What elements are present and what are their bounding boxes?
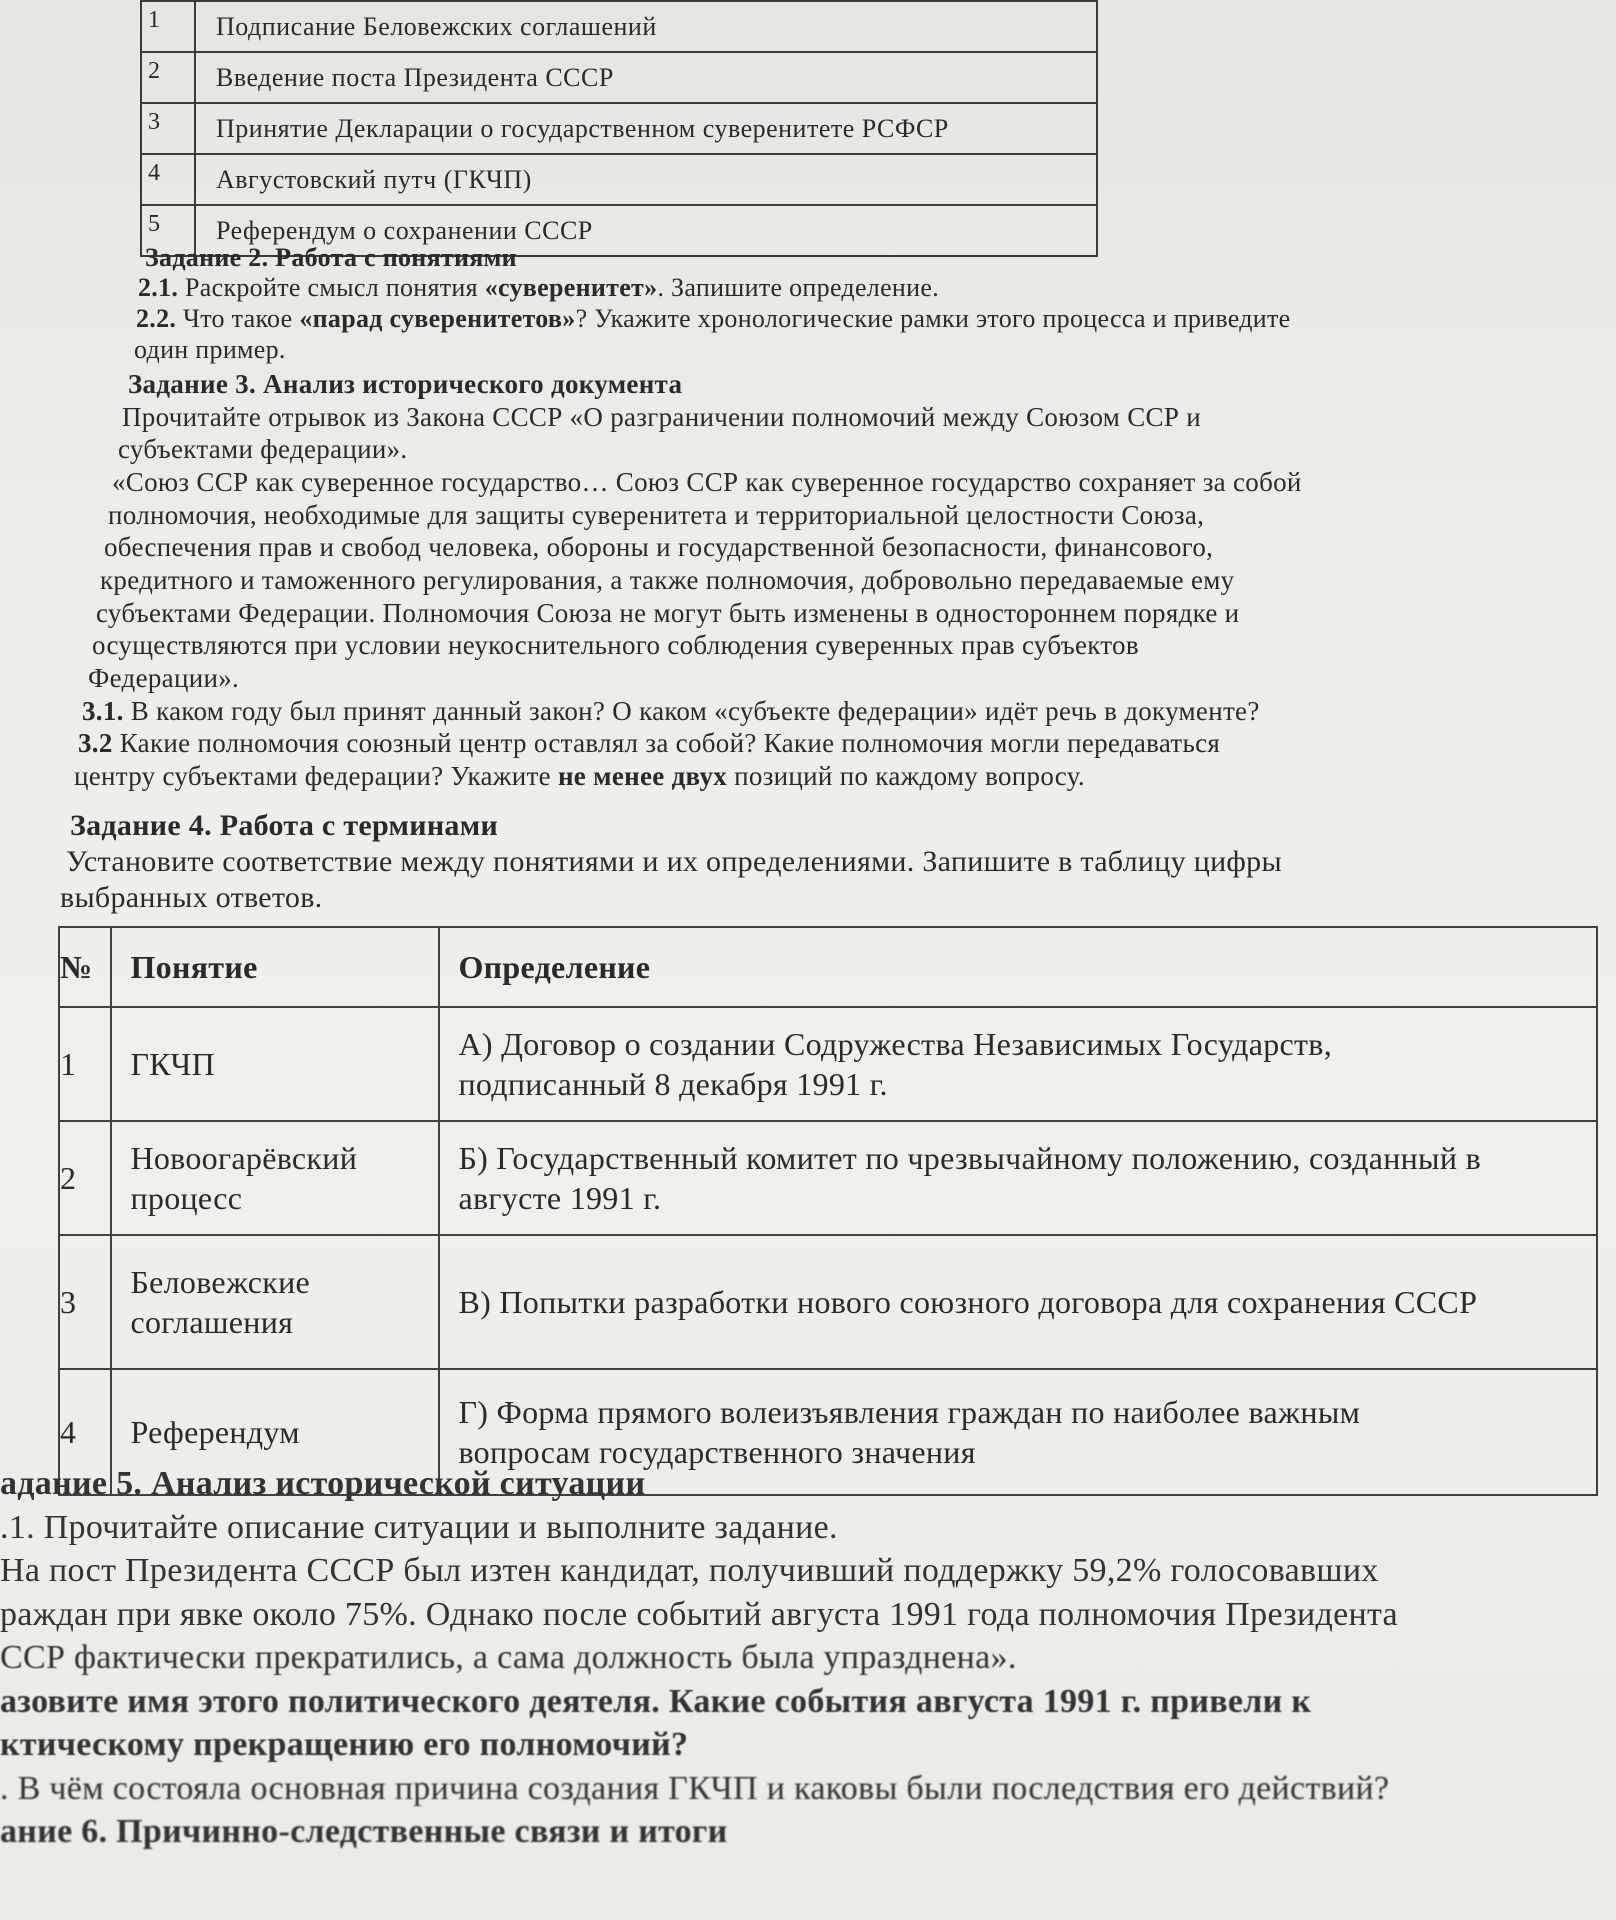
document-quote: субъектами Федерации. Полномочия Союза не могут быть изменены в одностороннем порядке и bbox=[96, 597, 1240, 628]
definition-line: подписанный 8 декабря 1991 г. bbox=[458, 1066, 888, 1102]
question-number: 3.1. bbox=[82, 695, 124, 726]
row-event: Референдум о сохранении СССР bbox=[195, 205, 1097, 256]
task5-section bbox=[0, 1462, 1398, 1854]
term-line: процесс bbox=[130, 1180, 243, 1216]
definition-line: А) Договор о создании Содружества Независимых Государств, bbox=[458, 1026, 1333, 1062]
question-number: 2.1. bbox=[138, 273, 179, 302]
document-quote: полномочия, необходимые для защиты суверенитета и территориальной целостности Союза, bbox=[108, 499, 1205, 530]
task5-question-bold: азовите имя этого политического деятеля. Какие события августа 1991 г. привели к bbox=[0, 1682, 1312, 1720]
header-definition: Определение bbox=[439, 927, 1597, 1007]
row-definition bbox=[439, 1121, 1597, 1235]
row-definition bbox=[439, 1235, 1597, 1369]
header-number: № bbox=[59, 927, 111, 1007]
question-text: В каком году был принят данный закон? О каком «субъекте федерации» идёт речь в документе? bbox=[123, 695, 1260, 726]
table-header-row bbox=[59, 927, 1597, 1007]
task3-question-2-cont bbox=[74, 760, 1302, 793]
row-event: Подписание Беловежских соглашений bbox=[195, 1, 1097, 52]
question-text: позиций по каждому вопросу. bbox=[727, 760, 1085, 791]
document-quote: «Союз ССР как суверенное государство… Союз ССР как суверенное государство сохраняет за собой bbox=[112, 466, 1302, 497]
row-number: 4 bbox=[59, 1369, 111, 1495]
table-row bbox=[141, 52, 1097, 103]
task2-question-1 bbox=[138, 272, 1291, 303]
table-row bbox=[141, 154, 1097, 205]
header-term: Понятие bbox=[111, 927, 439, 1007]
situation-text: ССР фактически прекратились, а сама должность была упразднена». bbox=[0, 1639, 1017, 1677]
definition-line: Г) Форма прямого волеизъявления граждан по наиболее важным bbox=[458, 1394, 1361, 1430]
task2-questions bbox=[134, 272, 1291, 366]
task4-title: Задание 4. Работа с терминами bbox=[70, 809, 499, 842]
task3-intro: Прочитайте отрывок из Закона СССР «О разграничении полномочий между Союзом ССР и bbox=[122, 401, 1201, 432]
task4-section bbox=[60, 808, 1282, 916]
task2-title: Задание 2. Работа с понятиями bbox=[145, 243, 517, 272]
situation-text: раждан при явке около 75%. Однако после событий августа 1991 года полномочия Президента bbox=[0, 1595, 1398, 1633]
question-number: 2.2. bbox=[136, 304, 177, 334]
row-number: 1 bbox=[59, 1007, 111, 1121]
term-sovereignty: «суверенитет» bbox=[484, 273, 658, 302]
table-row bbox=[59, 1007, 1597, 1121]
task4-instruction: выбранных ответов. bbox=[60, 881, 323, 914]
task3-intro: субъектами федерации». bbox=[118, 434, 408, 465]
term-line: соглашения bbox=[130, 1304, 294, 1340]
task2-question-2 bbox=[136, 303, 1291, 334]
term-line: Беловежские bbox=[130, 1264, 311, 1300]
document-quote: Федерации». bbox=[88, 662, 240, 693]
task3-question-2 bbox=[78, 727, 1302, 760]
row-number: 5 bbox=[141, 205, 195, 256]
row-term: Референдум bbox=[111, 1369, 439, 1495]
task5-title: адание 5. Анализ исторической ситуации bbox=[0, 1465, 646, 1502]
matching-table bbox=[58, 926, 1598, 1496]
task2-question-2-cont: один пример. bbox=[134, 335, 286, 365]
document-quote: кредитного и таможенного регулирования, а также полномочия, добровольно передаваемые ему bbox=[100, 564, 1235, 595]
question-text: . Запишите определение. bbox=[657, 273, 939, 302]
row-number: 2 bbox=[141, 52, 195, 103]
row-number: 1 bbox=[141, 1, 195, 52]
table-row bbox=[59, 1235, 1597, 1369]
chronology-table bbox=[140, 0, 1098, 257]
row-event: Введение поста Президента СССР bbox=[195, 52, 1097, 103]
definition-line: вопросам государственного значения bbox=[458, 1434, 976, 1470]
question-text: Какие полномочия союзный центр оставлял за собой? Какие полномочия могли передаваться bbox=[112, 728, 1221, 759]
task5-question-bold: ктическому прекращению его полномочий? bbox=[0, 1726, 689, 1764]
question-number: 3.2 bbox=[78, 728, 113, 759]
task3-question-1 bbox=[82, 695, 1302, 728]
row-term bbox=[111, 1235, 439, 1369]
row-term bbox=[111, 1121, 439, 1235]
definition-line: августе 1991 г. bbox=[458, 1180, 662, 1216]
question-text: Что такое bbox=[176, 304, 300, 334]
row-number: 4 bbox=[141, 154, 195, 205]
task3-title: Задание 3. Анализ исторического документа bbox=[128, 369, 683, 399]
row-term: ГКЧП bbox=[111, 1007, 439, 1121]
row-number: 2 bbox=[59, 1121, 111, 1235]
table-row bbox=[141, 103, 1097, 154]
task4-instruction: Установите соответствие между понятиями и их определениями. Запишите в таблицу цифры bbox=[66, 845, 1282, 878]
definition-line: Б) Государственный комитет по чрезвычайному положению, созданный в bbox=[458, 1140, 1481, 1176]
definition-line: В) Попытки разработки нового союзного договора для сохранения СССР bbox=[458, 1284, 1478, 1320]
row-event: Принятие Декларации о государственном суверенитете РСФСР bbox=[195, 103, 1097, 154]
term-parade: «парад суверенитетов» bbox=[299, 304, 576, 334]
table-row bbox=[59, 1121, 1597, 1235]
document-quote: обеспечения прав и свобод человека, обороны и государственной безопасности, финансового, bbox=[104, 532, 1214, 563]
task6-title: ание 6. Причинно-следственные связи и итоги bbox=[0, 1813, 728, 1851]
situation-text: На пост Президента СССР был изтен кандидат, получивший поддержку 59,2% голосовавших bbox=[0, 1552, 1379, 1590]
emphasis: не менее двух bbox=[557, 760, 728, 791]
task3-section bbox=[74, 368, 1302, 793]
task5-question-1: .1. Прочитайте описание ситуации и выполните задание. bbox=[0, 1508, 838, 1546]
question-text: центру субъектами федерации? Укажите bbox=[74, 760, 558, 791]
task5-question-2: . В чём состояла основная причина создания ГКЧП и каковы были последствия его действий? bbox=[0, 1769, 1390, 1807]
row-number: 3 bbox=[59, 1235, 111, 1369]
row-number: 3 bbox=[141, 103, 195, 154]
row-definition bbox=[439, 1007, 1597, 1121]
document-quote: осуществляются при условии неукоснительного соблюдения суверенных прав субъектов bbox=[92, 630, 1139, 661]
question-text: Раскройте смысл понятия bbox=[178, 273, 485, 302]
table-row bbox=[141, 1, 1097, 52]
question-text: ? Укажите хронологические рамки этого процесса и приведите bbox=[575, 304, 1291, 334]
term-line: Новоогарёвский bbox=[130, 1140, 358, 1176]
row-event: Августовский путч (ГКЧП) bbox=[195, 154, 1097, 205]
